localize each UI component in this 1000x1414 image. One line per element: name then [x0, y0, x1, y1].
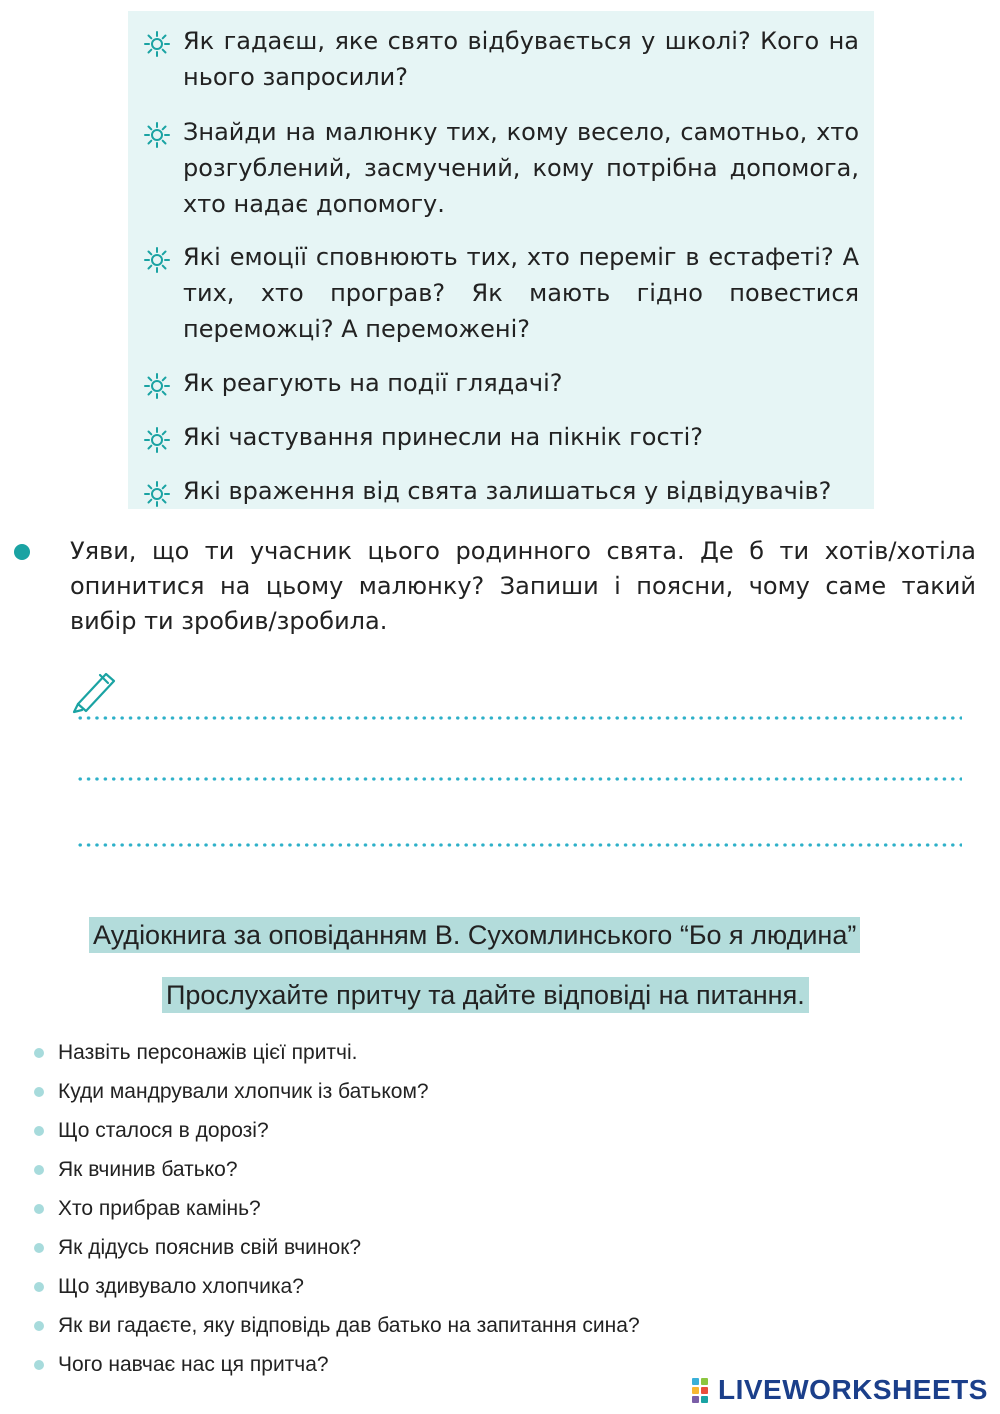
parable-question: Назвіть персонажів цієї притчі.	[58, 1041, 358, 1064]
sun-icon	[144, 31, 170, 57]
discussion-box	[128, 11, 874, 509]
parable-question: Як дідусь пояснив свій вчинок?	[58, 1236, 362, 1259]
parable-question: Як вчинив батько?	[58, 1158, 238, 1181]
parable-question: Що сталося в дорозі?	[58, 1119, 269, 1142]
writing-task-text: Уяви, що ти учасник цього родинного свята. Де б ти хотів/хотіла опинитися на цьому малюнку? Запиши і поясни, чому саме такий вибір ти зробив/зробила.	[70, 537, 976, 635]
list-item	[0, 1113, 900, 1151]
answer-line[interactable]	[76, 777, 962, 781]
sun-icon	[144, 427, 170, 453]
bullet-dot	[34, 1321, 44, 1331]
list-item	[0, 1035, 900, 1073]
discussion-question: Які частування принесли на пікнік гості?	[183, 423, 704, 451]
logo-mark-icon	[701, 1396, 708, 1403]
discussion-question: Як гадаєш, яке свято відбувається у школі? Кого на нього запросили?	[183, 27, 859, 91]
logo-mark-icon	[701, 1387, 708, 1394]
parable-question: Чого навчає нас ця притча?	[58, 1353, 329, 1376]
bullet-dot	[34, 1087, 44, 1097]
parable-question: Як ви гадаєте, яку відповідь дав батько на запитання сина?	[58, 1314, 640, 1337]
sun-icon	[144, 122, 170, 148]
bullet-dot	[34, 1165, 44, 1175]
pencil-icon	[72, 670, 122, 716]
bullet-dot	[34, 1048, 44, 1058]
list-item	[0, 1191, 900, 1229]
audiobook-title: Аудіокнига за оповіданням В. Сухомлинського “Бо я людина”	[89, 917, 860, 953]
bullet-dot	[34, 1126, 44, 1136]
bullet-dot	[34, 1360, 44, 1370]
liveworksheets-logo[interactable]	[690, 1372, 990, 1408]
list-item	[0, 1074, 900, 1112]
answer-line[interactable]	[76, 716, 962, 720]
discussion-question: Які враження від свята залишаться у відвідувачів?	[183, 477, 832, 505]
list-item	[0, 1269, 900, 1307]
discussion-question: Як реагують на події глядачі?	[183, 369, 563, 397]
parable-question: Куди мандрували хлопчик із батьком?	[58, 1080, 429, 1103]
bullet-dot	[34, 1282, 44, 1292]
list-item	[0, 1230, 900, 1268]
sun-icon	[144, 481, 170, 507]
bullet-dot	[34, 1204, 44, 1214]
discussion-question: Які емоції сповнюють тих, хто переміг в естафеті? А тих, хто програв? Як мають гідно повестися переможці? А переможені?	[183, 243, 859, 343]
logo-mark-icon	[692, 1387, 699, 1394]
audiobook-instruction: Прослухайте притчу та дайте відповіді на питання.	[162, 977, 809, 1013]
bullet-dot	[34, 1243, 44, 1253]
logo-text: LIVEWORKSHEETS	[718, 1374, 988, 1405]
logo-mark-icon	[692, 1396, 699, 1403]
parable-question: Хто прибрав камінь?	[58, 1197, 261, 1220]
list-item	[0, 1308, 900, 1346]
answer-line[interactable]	[76, 843, 962, 847]
logo-mark-icon	[701, 1378, 708, 1385]
sun-icon	[144, 373, 170, 399]
parable-question: Що здивувало хлопчика?	[58, 1275, 304, 1298]
list-item	[0, 1152, 900, 1190]
logo-mark-icon	[692, 1378, 699, 1385]
bullet-dot	[14, 544, 30, 560]
discussion-question: Знайди на малюнку тих, кому весело, самотньо, хто розгублений, засмучений, кому потрібна допомога, хто надає допомогу.	[183, 118, 859, 218]
sun-icon	[144, 247, 170, 273]
